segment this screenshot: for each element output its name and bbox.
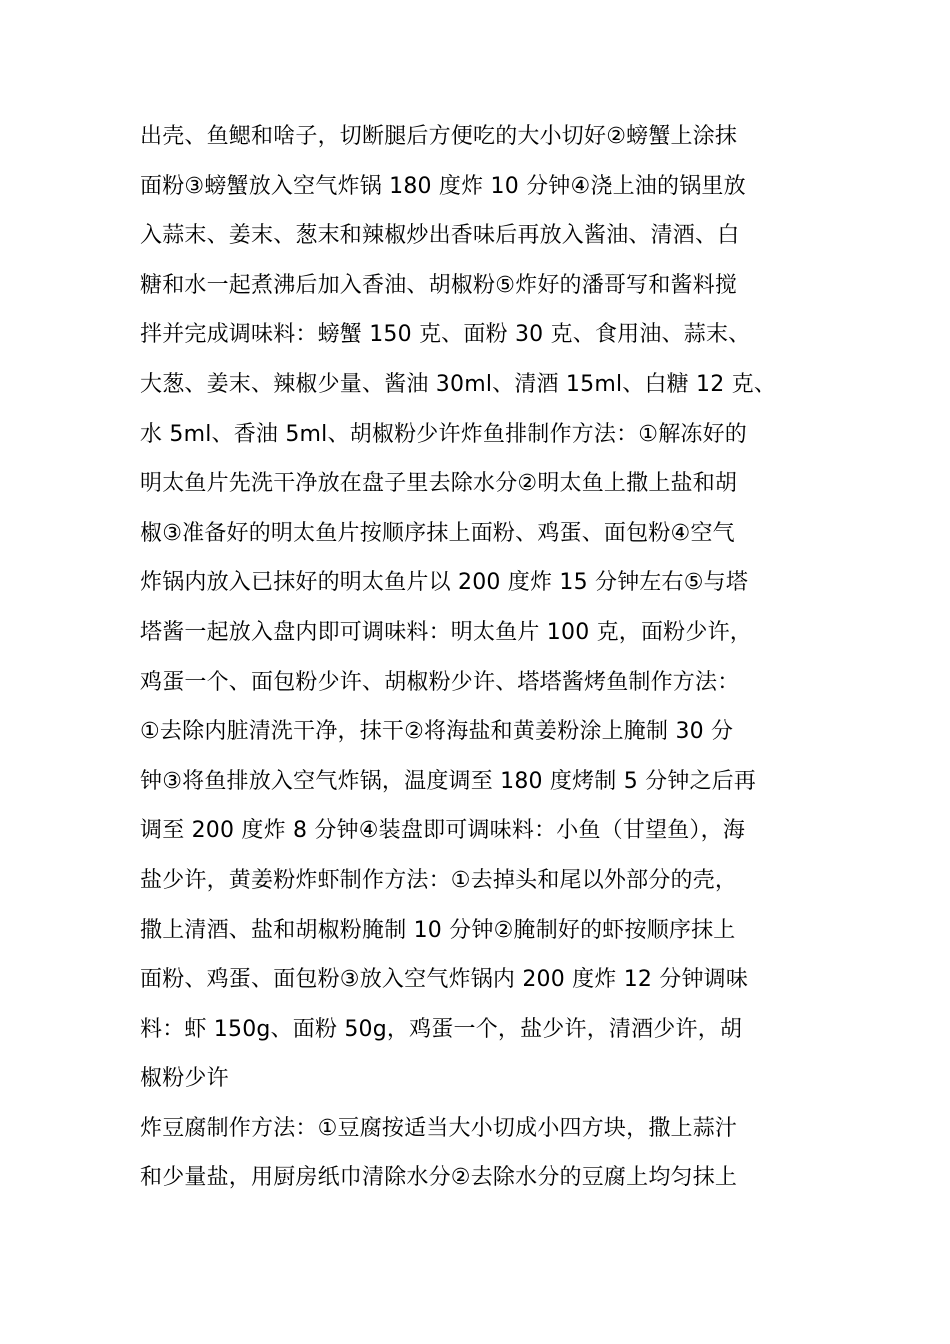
text-line: 椒粉少许 — [140, 1066, 229, 1092]
text-line: 入蒜末、姜末、葱末和辣椒炒出香味后再放入酱油、清酒、白 — [140, 223, 740, 249]
text-line: 糖和水一起煮沸后加入香油、胡椒粉⑤炸好的潘哥写和酱料搅 — [140, 272, 738, 298]
text-line: 出壳、鱼鳃和啥子，切断腿后方便吃的大小切好②螃蟹上涂抹 — [140, 124, 738, 149]
text-line: 钟③将鱼排放入空气炸锅，温度调至 180 度烤制 5 分钟之后再 — [140, 768, 757, 794]
recipe-text-block — [140, 112, 812, 1203]
text-line: 拌并完成调味料：螃蟹 150 克、面粉 30 克、食用油、蒜末、 — [140, 322, 751, 348]
text-line: 盐少许，黄姜粉炸虾制作方法：①去掉头和尾以外部分的壳， — [140, 867, 738, 893]
text-line: 塔酱一起放入盘内即可调味料：明太鱼片 100 克，面粉少许， — [140, 619, 752, 645]
text-line: 大葱、姜末、辣椒少量、酱油 30ml、清酒 15ml、白糖 12 克、 — [140, 371, 777, 397]
text-line: ①去除内脏清洗干净，抹干②将海盐和黄姜粉涂上腌制 30 分 — [140, 719, 734, 745]
text-line: 水 5ml、香油 5ml、胡椒粉少许炸鱼排制作方法：①解冻好的 — [140, 421, 747, 447]
text-line: 面粉③螃蟹放入空气炸锅 180 度炸 10 分钟④浇上油的锅里放 — [140, 173, 746, 199]
text-line: 炸锅内放入已抹好的明太鱼片以 200 度炸 15 分钟左右⑤与塔 — [140, 570, 749, 596]
text-line: 椒③准备好的明太鱼片按顺序抹上面粉、鸡蛋、面包粉④空气 — [140, 520, 735, 546]
text-line: 料：虾 150g、面粉 50g，鸡蛋一个，盐少许，清酒少许，胡 — [140, 1016, 743, 1042]
text-line: 撒上清酒、盐和胡椒粉腌制 10 分钟②腌制好的虾按顺序抹上 — [140, 917, 736, 943]
text-line: 和少量盐，用厨房纸巾清除水分②去除水分的豆腐上均匀抹上 — [140, 1165, 738, 1191]
text-line: 调至 200 度炸 8 分钟④装盘即可调味料：小鱼（甘望鱼），海 — [140, 818, 746, 844]
text-line: 鸡蛋一个、面包粉少许、胡椒粉少许、塔塔酱烤鱼制作方法： — [140, 669, 740, 695]
text-line: 明太鱼片先洗干净放在盘子里去除水分②明太鱼上撒上盐和胡 — [140, 471, 738, 497]
text-line: 炸豆腐制作方法：①豆腐按适当大小切成小四方块，撒上蒜汁 — [140, 1115, 738, 1141]
text-line: 面粉、鸡蛋、面包粉③放入空气炸锅内 200 度炸 12 分钟调味 — [140, 967, 749, 993]
